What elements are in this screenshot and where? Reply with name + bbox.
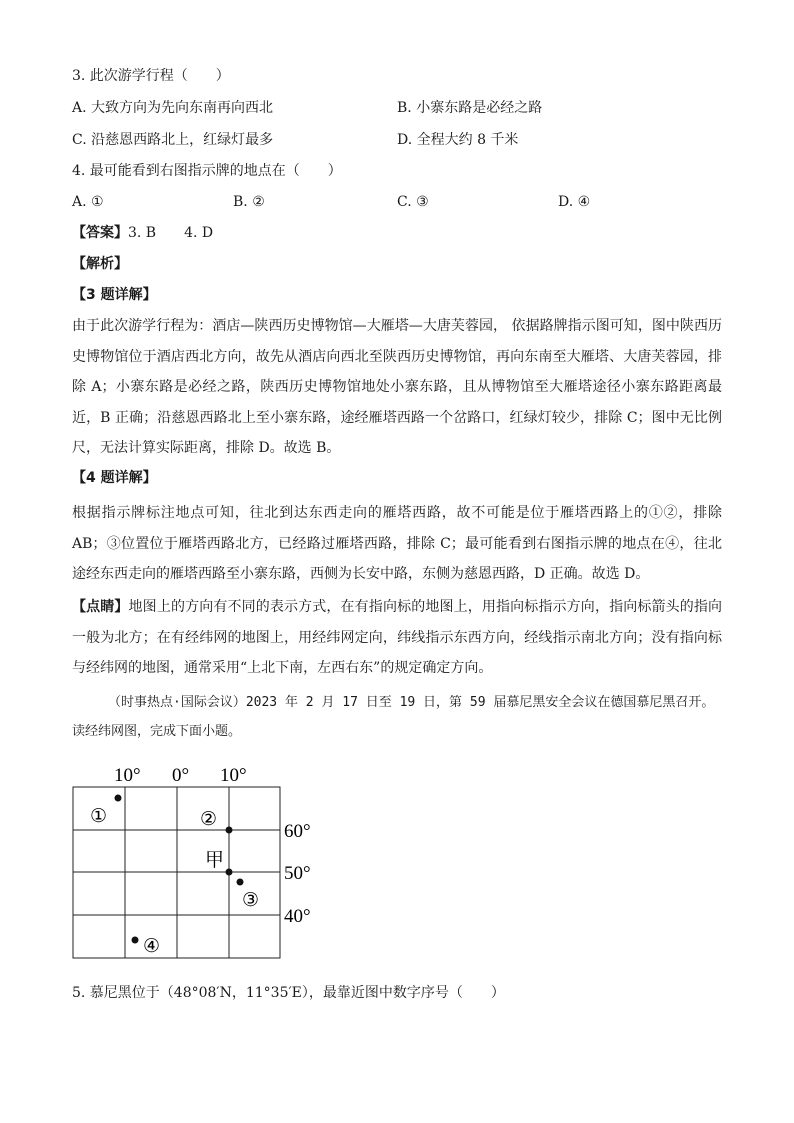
point-dot <box>132 937 139 944</box>
q4-option-c: C. ③ <box>397 194 429 210</box>
lon-label: 10° <box>220 765 247 786</box>
q4-option-d: D. ④ <box>558 194 591 210</box>
detail3-text: 由于此次游学行程为：酒店—陕西历史博物馆—大雁塔—大唐芙蓉园， 依据路牌指示图可知，图中陕西历史博物馆位于酒店西北方向，故先从酒店向西北至陕西历史博物馆，再向东南至大雁塔、大唐芙蓉园，排除 A；小寨东路是必经之路，陕西历史博物馆地处小寨东路，且从博物馆至大雁塔途径小寨东路距离最近，B 正确；沿慈恩西路北上至小寨东路，途经雁塔西路一个岔路口，红绿灯较少，排除 C；图中无比例尺，无法计算实际距离，排除 D。故选 B。 <box>72 318 722 456</box>
point-label: ② <box>200 809 218 830</box>
q4-option-b: B. ② <box>233 194 265 210</box>
q3-option-c: C. 沿慈恩西路北上，红绿灯最多 <box>72 132 274 148</box>
q3-option-d: D. 全程大约 8 千米 <box>397 132 519 148</box>
lat-label: 60° <box>284 821 311 842</box>
q5-stem: 5. 慕尼黑位于（48°08′N，11°35′E），最靠近图中数字序号（ ） <box>72 985 505 1001</box>
point-dot <box>226 869 233 876</box>
q4-option-a: A. ① <box>72 194 104 210</box>
answer-text: 3. B 4. D <box>128 225 214 241</box>
q3-option-a: A. 大致方向为先向东南再向西北 <box>72 100 274 116</box>
point-label: ③ <box>242 890 260 911</box>
answer-label: 【答案】 <box>72 225 128 241</box>
lat-label: 50° <box>284 863 311 884</box>
point-dot <box>115 795 122 802</box>
tip-text: 地图上的方向有不同的表示方式，在有指向标的地图上，用指向标指示方向，指向标箭头的指向一般为北方；在有经纬网的地图上，用经纬网定向，纬线指示东西方向，经线指示南北方向；没有指向标与经纬网的地图，通常采用“上北下南，左西右东”的规定确定方向。 <box>72 599 723 676</box>
detail4-text: 根据指示牌标注地点可知，往北到达东西走向的雁塔西路，故不可能是位于雁塔西路上的①②，排除 AB；③位置位于雁塔西路北方，已经路过雁塔西路，排除 C；最可能看到右图指示牌的地点在④，往北途经东西走向的雁塔西路至小寨东路，西侧为长安中路，东侧为慈恩西路，D 正确。故选 D。 <box>72 505 722 582</box>
q3-stem: 3. 此次游学行程（ ） <box>72 68 230 84</box>
lon-label: 0° <box>172 765 190 786</box>
point-dot <box>237 879 244 886</box>
point-label: ① <box>90 806 108 827</box>
detail4-label: 【4 题详解】 <box>72 470 157 486</box>
lon-label: 10° <box>114 765 141 786</box>
q4-stem: 4. 最可能看到右图指示牌的地点在（ ） <box>72 163 342 179</box>
point-label: ④ <box>143 936 161 957</box>
detail3-label: 【3 题详解】 <box>72 287 157 303</box>
point-dot <box>226 827 233 834</box>
tip-label: 【点睛】 <box>72 599 129 615</box>
context-note: （时事热点·国际会议）2023 年 2 月 17 日至 19 日，第 59 届慕尼黑安全会议在德国慕尼黑召开。读经纬网图，完成下面小题。 <box>72 695 715 739</box>
q3-option-b: B. 小寨东路是必经之路 <box>397 100 543 116</box>
analysis-label: 【解析】 <box>72 256 128 272</box>
center-label: 甲 <box>205 850 225 871</box>
lat-label: 40° <box>284 906 311 927</box>
